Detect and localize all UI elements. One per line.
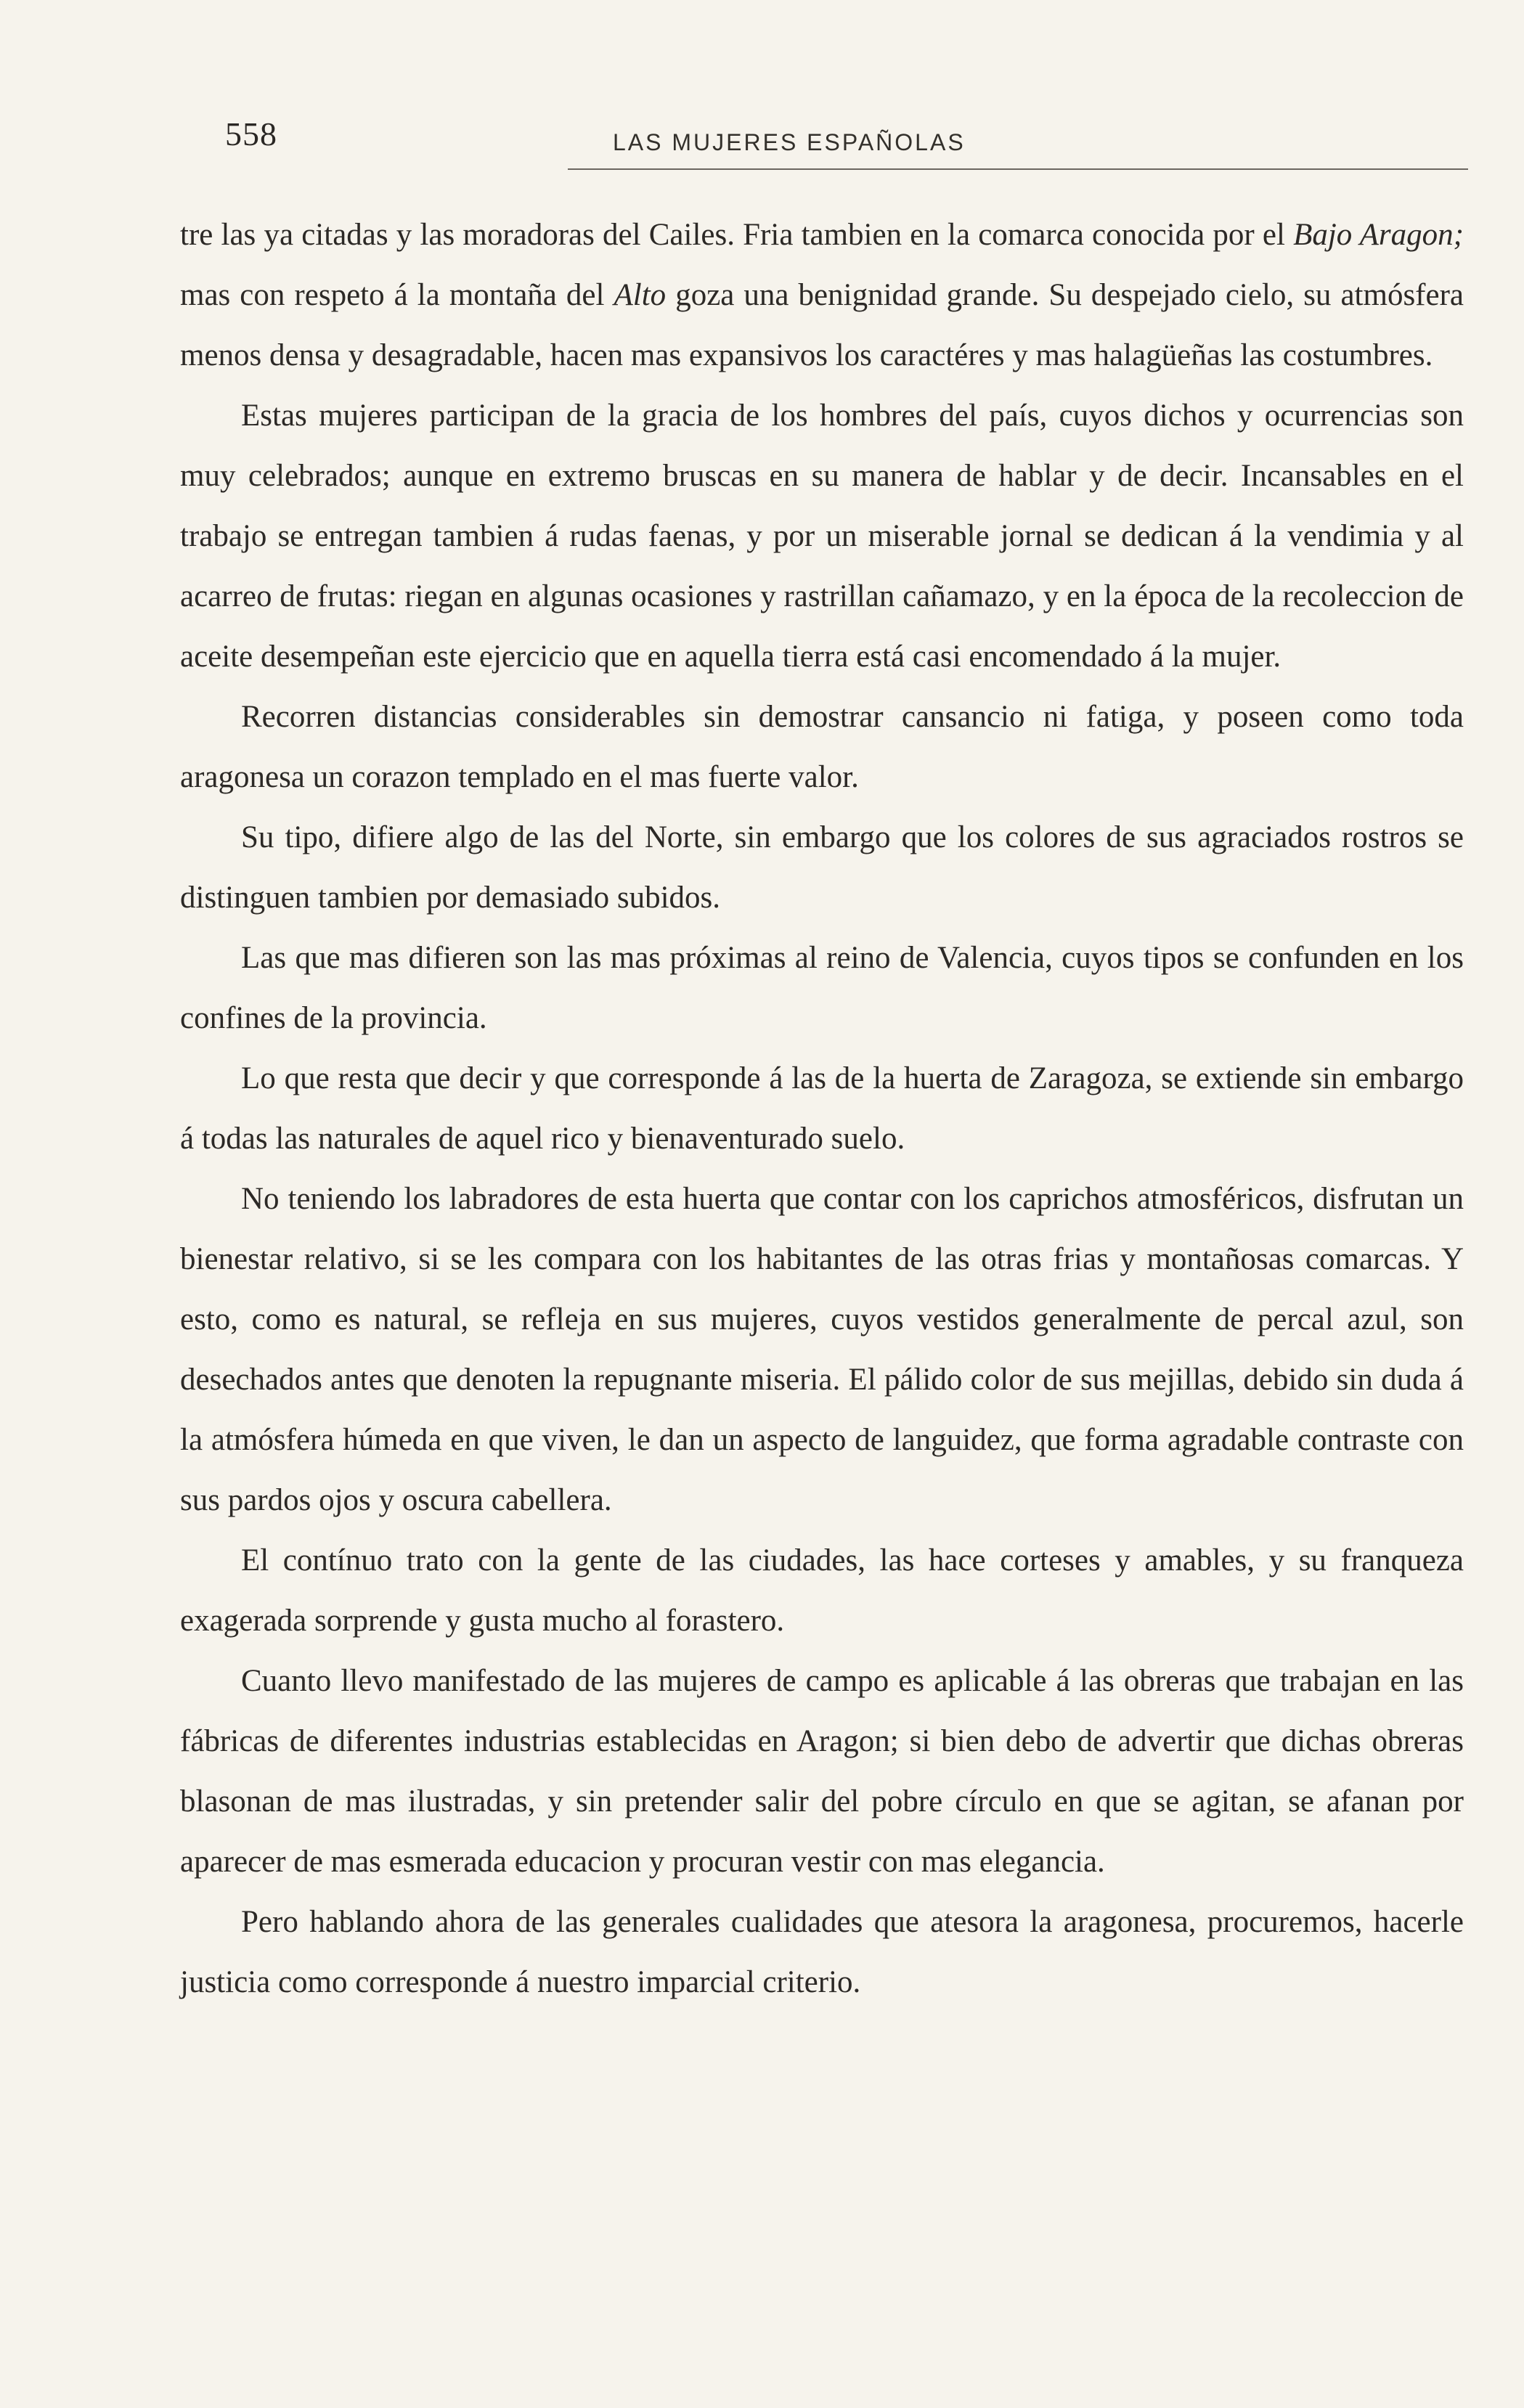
paragraph [180, 928, 1464, 1048]
paragraph-text: mas con respeto á la montaña del [180, 278, 614, 312]
paragraph-text: Pero hablando ahora de las generales cualidades que atesora la aragonesa, procuremos, hacerle justicia como corresponde á nuestro imparcial criterio. [180, 1905, 1464, 1999]
paragraph [180, 205, 1464, 385]
running-title: LAS MUJERES ESPAÑOLAS [613, 129, 966, 155]
paragraph-text: Lo que resta que decir y que corresponde á las de la huerta de Zaragoza, se extiende sin embargo á todas las naturales de aquel rico y bienaventurado suelo. [180, 1061, 1464, 1156]
paragraph [180, 807, 1464, 928]
page-header [180, 107, 1468, 173]
paragraph [180, 1892, 1464, 2012]
paragraph-text: goza una benignidad grande. Su despejado cielo, su atmósfera menos densa y desagradable, hacen mas expansivos los caractéres y mas halagüeñas las costumbres. [180, 278, 1464, 372]
header-rule [568, 168, 1468, 170]
paragraph-text: Cuanto llevo manifestado de las mujeres de campo es aplicable á las obreras que trabajan en las fábricas de diferentes industrias establecidas en Aragon; si bien debo de advertir que dichas obreras blasonan de mas ilustradas, y sin pretender salir del pobre círculo en que se agitan, se afanan por aparecer de mas esmerada educacion y procuran vestir con mas elegancia. [180, 1664, 1464, 1879]
paragraph-text: No teniendo los labradores de esta huerta que contar con los caprichos atmosféricos, disfrutan un bienestar relativo, si se les compara con los habitantes de las otras frias y montañosas comarcas. Y esto, como es natural, se refleja en sus mujeres, cuyos vestidos generalmente de percal azul, son desechados antes que denoten la repugnante miseria. El pálido color de sus mejillas, debido sin duda á la atmósfera húmeda en que viven, le dan un aspecto de languidez, que forma agradable contraste con sus pardos ojos y oscura cabellera. [180, 1182, 1464, 1517]
paragraph [180, 1651, 1464, 1892]
page-number: 558 [225, 115, 277, 152]
paragraph [180, 1530, 1464, 1651]
paragraph [180, 385, 1464, 687]
paragraph [180, 687, 1464, 807]
paragraph-text: El contínuo trato con la gente de las ciudades, las hace corteses y amables, y su franqueza exagerada sorprende y gusta mucho al forastero. [180, 1543, 1464, 1638]
paragraph-text: tre las ya citadas y las moradoras del Cailes. Fria tambien en la comarca conocida por el [180, 218, 1294, 252]
paragraph-italic-text: Bajo Aragon; [1293, 218, 1464, 252]
paragraph [180, 1169, 1464, 1530]
paragraph-text: Estas mujeres participan de la gracia de los hombres del país, cuyos dichos y ocurrencias son muy celebrados; aunque en extremo bruscas en su manera de hablar y de decir. Incansables en el trabajo se entregan tambien á rudas faenas, y por un miserable jornal se dedican á la vendimia y al acarreo de frutas: riegan en algunas ocasiones y rastrillan cañamazo, y en la época de la recoleccion de aceite desempeñan este ejercicio que en aquella tierra está casi encomendado á la mujer. [180, 399, 1464, 674]
paragraph [180, 1048, 1464, 1169]
body-text [180, 205, 1464, 2012]
paragraph-italic-text: Alto [614, 278, 667, 312]
paragraph-text: Su tipo, difiere algo de las del Norte, sin embargo que los colores de sus agraciados rostros se distinguen tambien por demasiado subidos. [180, 820, 1464, 915]
paragraph-text: Recorren distancias considerables sin demostrar cansancio ni fatiga, y poseen como toda aragonesa un corazon templado en el mas fuerte valor. [180, 700, 1464, 794]
paragraph-text: Las que mas difieren son las mas próximas al reino de Valencia, cuyos tipos se confunden en los confines de la provincia. [180, 941, 1464, 1035]
